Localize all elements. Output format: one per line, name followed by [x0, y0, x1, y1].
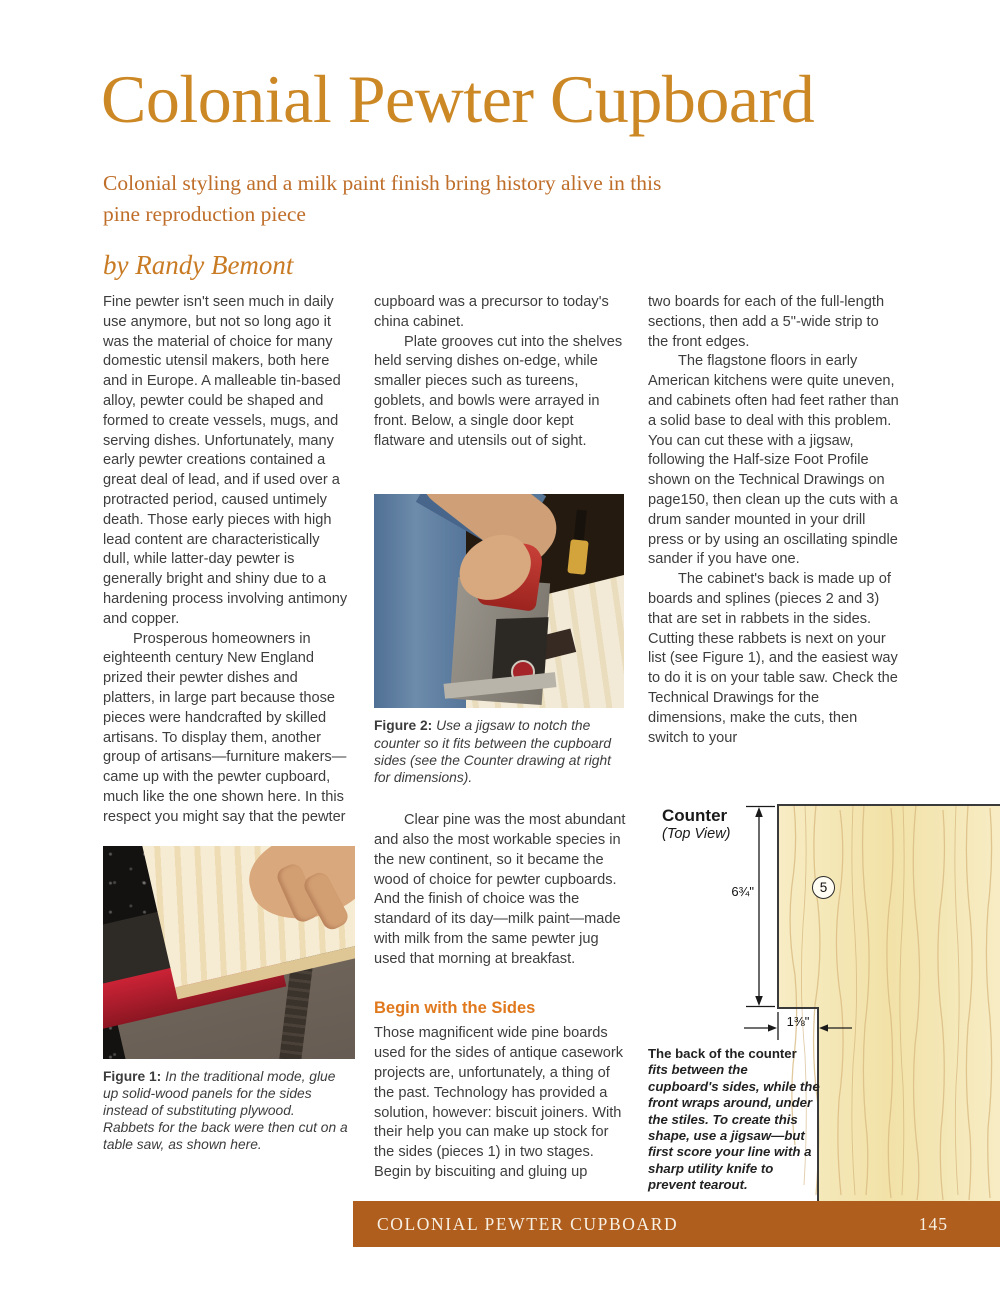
text-column-3 — [648, 293, 900, 748]
figure-1-caption-text: In the traditional mode, glue up solid-wood panels for the sides instead of substituting plywood. Rabbets for the back were then cut on a table saw, as shown here. — [103, 1068, 348, 1153]
height-dimension-label: 6¾" — [731, 884, 754, 899]
footer-bar — [353, 1201, 1000, 1247]
page-title: Colonial Pewter Cupboard — [101, 61, 815, 137]
diagram-subtitle: (Top View) — [662, 826, 731, 842]
footer-page-number: 145 — [918, 1213, 948, 1234]
body-paragraph: cupboard was a precursor to today's china cabinet. — [374, 294, 609, 330]
text-column-2 — [374, 293, 626, 1183]
figure-1-label: Figure 1: — [103, 1068, 162, 1084]
figure-2-photo — [374, 494, 624, 708]
body-paragraph: The cabinet's back is made up of boards and splines (pieces 2 and 3) that are set in rabbets in the sides. Cutting these rabbets is next on your list (see Figure 1), and the easiest way to do it is on your table saw. Check the Technical Drawings for the dimensions, make the cuts, then switch to your — [648, 571, 898, 746]
byline: by Randy Bemont — [103, 250, 294, 280]
text-column-1 — [103, 293, 348, 1154]
figure-2-caption-text: Use a jigsaw to notch the counter so it fits between the cupboard sides (see the Counter drawing at right for dimensions). — [374, 718, 611, 785]
diagram-caption — [648, 1046, 820, 1194]
chisel-handle — [567, 540, 588, 576]
figure-1-photo — [103, 846, 355, 1059]
body-paragraph: two boards for each of the full-length sections, then add a 5"-wide strip to the front edges. — [648, 294, 885, 350]
part-number-callout: 5 — [812, 876, 835, 899]
body-paragraph: Fine pewter isn't seen much in daily use anymore, but not so long ago it was the material of choice for many domestic utensil makers, both here and in Europe. A malleable tin-based alloy, pewter could be shaped and formed to create vessels, mugs, and serving dishes. Unfortunately, many early pewter creations contained a great deal of lead, and if used over a protracted period, caused untimely death. Those early pieces with high lead content are characteristically dull, while latter-day pewter is generally bright and shiny due to a hardening process involving antimony and copper. — [103, 294, 348, 627]
figure-1-caption — [103, 1068, 348, 1154]
body-paragraph: The flagstone floors in early American kitchens were quite uneven, and cabinets often had feet rather than a solid base to deal with this problem. You can cut these with a jigsaw, following the Half-size Foot Profile shown on the Technical Drawings on page150, then clean up the cuts with a drum sander mounted in your drill press or by using an oscillating spindle sander if you have one. — [648, 353, 899, 568]
notch-dimension-label: 1⅜" — [786, 1014, 810, 1029]
diagram-title: Counter — [662, 806, 728, 825]
body-paragraph: Prosperous homeowners in eighteenth century New England prized their pewter dishes and platters, in large part because those pieces were handcrafted by skilled artisans. To display them, another group of artisans—furniture makers—came up with the pewter cupboard, much like the one shown here. In this respect you might say that the pewter — [103, 630, 347, 825]
footer-article-title: COLONIAL PEWTER CUPBOARD — [377, 1213, 679, 1234]
figure-2-label: Figure 2: — [374, 718, 433, 734]
diagram-caption-text: fits between the cupboard's sides, while the front wraps around, under the stiles. To create this shape, use a jigsaw—but first score your line with a sharp utility knife to prevent tearout. — [648, 1062, 820, 1193]
figure-2-caption — [374, 717, 626, 786]
section-heading: Begin with the Sides — [374, 998, 536, 1017]
diagram-caption-lead: The back of the counter — [648, 1046, 797, 1061]
body-paragraph: Plate grooves cut into the shelves held serving dishes on-edge, while smaller pieces such as tureens, goblets, and bowls were arrayed in front. Below, a single door kept flatware and utensils out of sight. — [374, 333, 623, 449]
body-paragraph: Clear pine was the most abundant and also the most workable species in the new continent, so it became the wood of choice for pewter cupboards. And the finish of choice was the standard of its day—milk paint—made with milk from the same pewter jug used that morning at breakfast. — [374, 812, 626, 967]
page-subtitle: Colonial styling and a milk paint finish bring history alive in this pine reproduction piece — [103, 171, 662, 226]
counter-diagram — [648, 800, 1000, 1201]
body-paragraph: Those magnificent wide pine boards used for the sides of antique casework projects are, unfortunately, a thing of the past. Technology has provided a solution, however: biscuit joiners. With their help you can make up stock for the sides (pieces 1) in two stages. Begin by biscuiting and gluing up — [374, 1025, 624, 1180]
